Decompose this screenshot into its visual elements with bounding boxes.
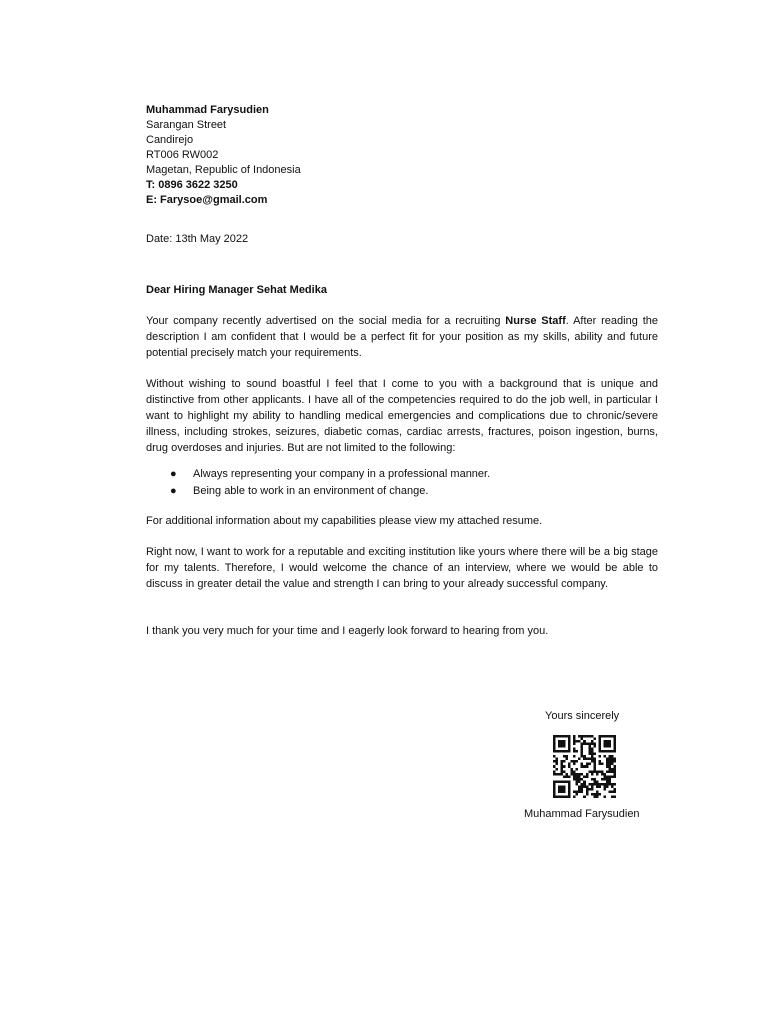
position-highlight: Nurse Staff [505, 315, 566, 327]
paragraph-4: Right now, I want to work for a reputable and exciting institution like yours where there will be a big stage for my talents. Therefore, I would welcome the chance of an interview, where we would be able to discuss in greater detail the value and strength I can bring to your already successful company. [146, 546, 658, 590]
paragraph-1-before: Your company recently advertised on the social media for a recruiting [146, 315, 506, 327]
sender-city: Magetan, Republic of Indonesia [146, 164, 301, 176]
paragraph-1 [146, 313, 658, 361]
signer-name: Muhammad Farysudien [524, 808, 640, 820]
sender-address-block [146, 103, 301, 208]
sender-email: E: Farysoe@gmail.com [146, 194, 268, 206]
bullet-text: Being able to work in an environment of change. [193, 485, 429, 497]
closing: Yours sincerely [545, 710, 620, 722]
salutation: Dear Hiring Manager Sehat Medika [146, 284, 327, 296]
sender-village: Candirejo [146, 134, 194, 146]
paragraph-1-after: . After reading the description I am confident that I would be a perfect fit for your position as my skills, ability and future potential precisely match your requirements. [146, 315, 658, 359]
paragraph-5: I thank you very much for your time and I eagerly look forward to hearing from you. [146, 625, 549, 637]
list-item [146, 466, 658, 483]
sender-street: Sarangan Street [146, 119, 227, 131]
list-item [146, 483, 658, 500]
bullet-icon: ● [170, 485, 177, 497]
bullet-list [146, 466, 658, 500]
sender-phone: T: 0896 3622 3250 [146, 179, 238, 191]
letter-date: Date: 13th May 2022 [146, 233, 249, 245]
paragraph-3: For additional information about my capabilities please view my attached resume. [146, 515, 543, 527]
sender-rt-rw: RT006 RW002 [146, 149, 219, 161]
qr-code-icon [553, 735, 616, 798]
paragraph-2: Without wishing to sound boastful I feel that I come to you with a background that is unique and distinctive from other applicants. I have all of the competencies required to do the job well, in particular I want to highlight my ability to handling medical emergencies and complications due to chronic/severe illness, including strokes, seizures, diabetic comas, cardiac arrests, fractures, poison ingestion, burns, drug overdoses and injuries. But are not limited to the following: [146, 378, 658, 454]
sender-name: Muhammad Farysudien [146, 104, 269, 116]
bullet-text: Always representing your company in a professional manner. [193, 468, 491, 480]
bullet-icon: ● [170, 468, 177, 480]
